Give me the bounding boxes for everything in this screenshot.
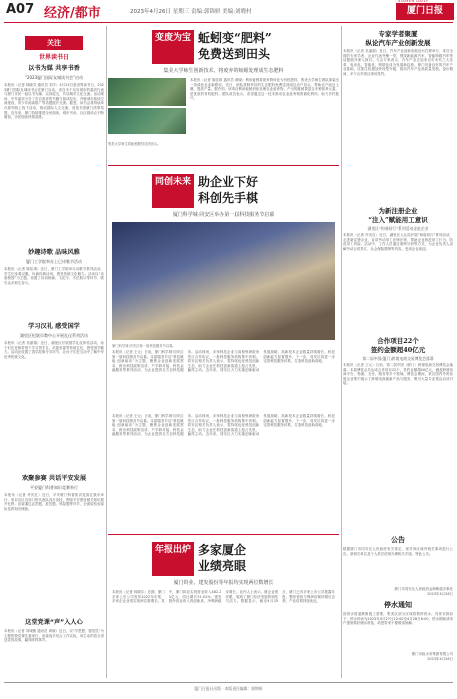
- article-body: 本报讯（记者 刘城敏 通讯员 黄晓）近日，以“学思想、强党性”为主题的微党课比赛举行，参赛选手结合工作实际，用生动的语言讲述党的故事，赢得阵阵掌声。: [4, 629, 104, 643]
- feature-headline: 蚯蚓变“肥料” 免费送到田头: [198, 31, 272, 61]
- feature-stamp: 变废为宝: [152, 30, 194, 64]
- feature-annual-report: [108, 538, 339, 678]
- column-tag: 关注: [25, 36, 83, 50]
- left-column: [4, 26, 104, 678]
- photo-image: [108, 108, 186, 134]
- notice-title: 公告: [391, 536, 405, 544]
- issue-meta: 2023年4月26日 星期三 责编:郭锦妍 美编:刘晓村: [130, 9, 252, 15]
- feature-stamp: 年报出炉: [152, 542, 194, 576]
- notice-signature: 厦门市同安区人民政府金海街道办事处: [394, 587, 453, 591]
- article-body: 本报讯（记者 吴丽娟）近日，湖里区开展国学礼仪体验活动，孩子们在老师带领下学习拱手礼、站姿坐姿等传统礼仪，感受国学魅力。活动还设置了国学故事分享环节，让孩子们在互动中了解中华优秀传统文化。: [4, 341, 104, 359]
- article-body: 本报讯（记者 许庆红）近日，平安厦门科普知识竞赛在我市举行，来自各区各部门的代表队同台竞技，围绕平安建设相关知识展开比拼。竞赛通过必答题、抢答题、风险题等环节，全面检验参赛队伍的知识储备。: [4, 493, 104, 511]
- article-subtitle: 湖里区纪联早教中心开展礼仪系列活动: [20, 333, 88, 338]
- article-title: 这堂党课“声”入人心: [25, 619, 83, 626]
- article-title: 专家学者聚厦 纵论汽车产业创新发展: [365, 30, 431, 47]
- page-number: A07: [6, 2, 35, 17]
- logo-english: XIAMEN DAILY: [398, 0, 429, 3]
- article-body: 本报讯（记者 吴丽娟）近日，汽车产业创新发展论坛在厦举行，来自全国的专家学者、企业代表齐聚一堂，围绕新能源汽车、智能网联汽车等话题展开深入探讨。与会专家表示，汽车产业正迎来百年未有之大变革，电动化、智能化、网联化成为发展新趋势。厦门具备良好的汽车产业基础，应抓住机遇加快转型升级，推动汽车产业高质量发展。论坛期间，多个合作项目现场签约。: [343, 49, 453, 76]
- article-subtitle: 第二届中国(厦门)跨境电商交易博览会落幕: [362, 356, 434, 361]
- feature-stamp: 同创未来: [152, 174, 194, 208]
- feature-photo: [112, 222, 335, 340]
- feature-headline: 多家厦企 业绩亮眼: [198, 543, 247, 573]
- article-title: 合作项目22个 签约金额超40亿元: [370, 337, 426, 354]
- feature-body: 本报讯（记者 林晓芬）近期，厦门多家上市公司发布2022年年报，多家企业业绩实现两位数增长。其中，厦门钨业实现营业收入482.23亿元，同比增长51.02%；建发股份营业收入再创新高，净利润稳步增长。业内人士表示，厦企业绩亮眼，展现了厦门经济发展的韧性与活力。数据显示，截至4月25日，厦门已有多家上市公司披露年报，整体营收与利润均保持增长态势，产业结构持续优化。: [112, 590, 335, 604]
- section-title: 经济/都市: [44, 6, 101, 21]
- feature-recycle: [108, 26, 339, 146]
- notice-body: 因供水管道维修施工需要，集美区部分区域将暂停供水。具体安排如下：停水时间为2023年4月27日22:00至4月28日6:00，停水期间请用户提前做好储水准备，给您带来不便敬请谅解。: [343, 612, 453, 626]
- article-subtitle: 平安厦门科普知识竞赛举行: [30, 485, 78, 490]
- article-title: 学习汉礼 感受国学: [28, 323, 80, 330]
- feature-innovation: [108, 170, 339, 412]
- article-body: 本报讯（记者 陈佳琪）近日，厦门工学院举办诗歌节系列活动，学生们身着汉服，吟诵经典诗词，感受传统文化魅力。活动以“诗意校园”为主题，设置了诗词朗诵、飞花令、书法展示等环节，吸引众多师生参与。: [4, 267, 104, 285]
- notice-title: 停水通知: [384, 601, 412, 610]
- newspaper-logo: 厦门日报: [396, 3, 454, 20]
- feature-headline: 助企业下好 科创先手棋: [198, 175, 259, 205]
- feature-body-cont: 本报讯（记者 王元）日前，厦门科学城·同安区第一届科技服务节启幕。本届服务节以“科技赋能 创新驱动”为主题，聚焦企业创新发展需求，推出科技政策宣讲、产学研对接、科技金融服务等系列活动，为企业提供全方位科技服务。活动现场，多家科技企业与高校科研院所签订合作协议，一批科技服务机构集中亮相。同安区相关负责人表示，将持续优化科技创新生态，助力企业在科技创新赛道上抢占先机、赢得主动。近年来，同安区大力实施创新驱动发展战略，高新技术企业数量持续增长，科技创新能力显著提升。下一步，同安区将进一步完善科技服务体系，打造科技创新高地。: [112, 414, 335, 437]
- feature-photo: [108, 78, 186, 138]
- feature-deck: 厦门钨业、建发股份等年报均实现两位数增长: [173, 580, 274, 586]
- article-title: 妙趣诗歌 品味风雅: [28, 249, 80, 256]
- article-subtitle: 湖里区“和谐同行”系列活动走进企业: [367, 226, 429, 231]
- column-tag-sub: 世界读书日: [38, 54, 69, 61]
- section-rule: [108, 534, 339, 535]
- column-divider: [106, 26, 107, 678]
- feature-body: 本报讯（记者 陈佳琪 通讯员 黄晓）利用蚯蚓将废弃物转化为有机肥料，集美大学师生团队探索出一条绿色农业新路径。近日，团队将制作好的生态肥料免费送到周边农户田头，帮助农户改良土壤、提高产量。据介绍，该项目利用蚯蚓消化处理农业废弃物，产出的蚯蚓粪富含多种营养元素，是优质的有机肥料。团队成员表示，希望通过这一技术推动农业废弃物资源化利用，助力乡村振兴。: [190, 78, 339, 101]
- notice-date: 2023年4月26日: [427, 656, 453, 661]
- article-title: 为新注册企业 “注入”赋能用工意识: [368, 207, 428, 224]
- notice-body: 根据厦门市同安区人民政府有关规定，现对该区域内相关事项进行公告。请相关单位及个人依法依规办理相关手续。特此公告。: [343, 547, 453, 556]
- article-title: 以书为媒 共享书香: [28, 65, 80, 72]
- feature-deck: 集美大学师生创新技术，将废弃的蚯蚓处理成生态肥料: [163, 68, 284, 74]
- footer-rule: [4, 682, 453, 683]
- notice-block: [343, 533, 453, 678]
- feature-body: 本报讯（记者 王元）日前，厦门科学城·同安区第一届科技服务节启幕。本届服务节以“科技赋能 创新驱动”为主题，聚焦企业创新发展需求，推出科技政策宣讲、产学研对接、科技金融服务等系列活动，为企业提供全方位科技服务。活动现场，多家科技企业与高校科研院所签订合作协议，一批科技服务机构集中亮相。同安区相关负责人表示，将持续优化科技创新生态，助力企业在科技创新赛道上抢占先机、赢得主动。近年来，同安区大力实施创新驱动发展战略，高新技术企业数量持续增长，科技创新能力显著提升。下一步，同安区将进一步完善科技服务体系，打造科技创新高地。: [112, 350, 335, 373]
- section-rule: [108, 165, 339, 166]
- article-title: 欢聚参赛 共话平安发展: [21, 475, 87, 482]
- notice-signature: 厦门市政水务集团有限公司: [411, 652, 453, 657]
- photo-caption: 集美大学师生将蚯蚓肥料送到田头。: [108, 142, 161, 146]
- column-divider: [341, 26, 342, 678]
- notice-date: 2023年4月26日: [427, 591, 453, 596]
- article-subtitle: “2023厦门国际友城读书会”启动: [24, 75, 84, 80]
- page-footer: 厦门日报社出版 · 本版责任编辑：郭锦妍: [194, 686, 263, 691]
- page-header: [0, 0, 457, 22]
- article-subtitle: 厦门工学院举办上巳诗歌节活动: [26, 259, 82, 264]
- photo-caption: 厦门科学城·同安区第一届科技服务节启幕。: [112, 344, 176, 348]
- article-body: 本报讯（记者 许庆红）近日，湖里区人社局开展“和谐同行”系列活动，走进新注册企业，宣讲劳动用工法律法规，帮助企业规范用工行为、防范用工风险。活动中，工作人员通过案例分析等方式，为企业负责人讲解劳动合同签订、社会保险缴纳等内容，受到企业欢迎。: [343, 233, 453, 251]
- header-rule: [4, 22, 453, 23]
- article-body: 本报讯（记者 林晓芬 通讯员 刘宇）4月23日是世界读书日，2023厦门国际友城读书会在厦门启动。来自多个友好城市的嘉宾代表与厦门市民一起以书为媒、以读促交，共话城市文化交流。活动现场，中外嘉宾分享了各自喜爱的书籍与阅读经历，并就城市阅读空间建设、青少年阅读推广等话题展开交流。据悉，读书会将持续举办系列线上线下活动，推动国际人文交流，营造书香厦门浓厚氛围。近年来，厦门持续推进全民阅读，城市书房、社区阅读点不断增加，市民阅读热情高涨。: [4, 83, 104, 120]
- article-body: 本报讯（记者 王元）日前，第二届中国（厦门）跨境电商交易博览会落幕。本届博览会共达成合作项目22个，签约金额超40亿元，涵盖跨境电商平台、物流、支付、服务等多个领域。博览会期间，来自国内外的参展企业集中展示了跨境电商最新产品与服务，吸引大量专业观众洽谈对接。: [343, 363, 453, 386]
- photo-image: [108, 78, 186, 106]
- feature-deck: 厦门科学城·同安区举办第一届科技服务节启幕: [172, 212, 275, 218]
